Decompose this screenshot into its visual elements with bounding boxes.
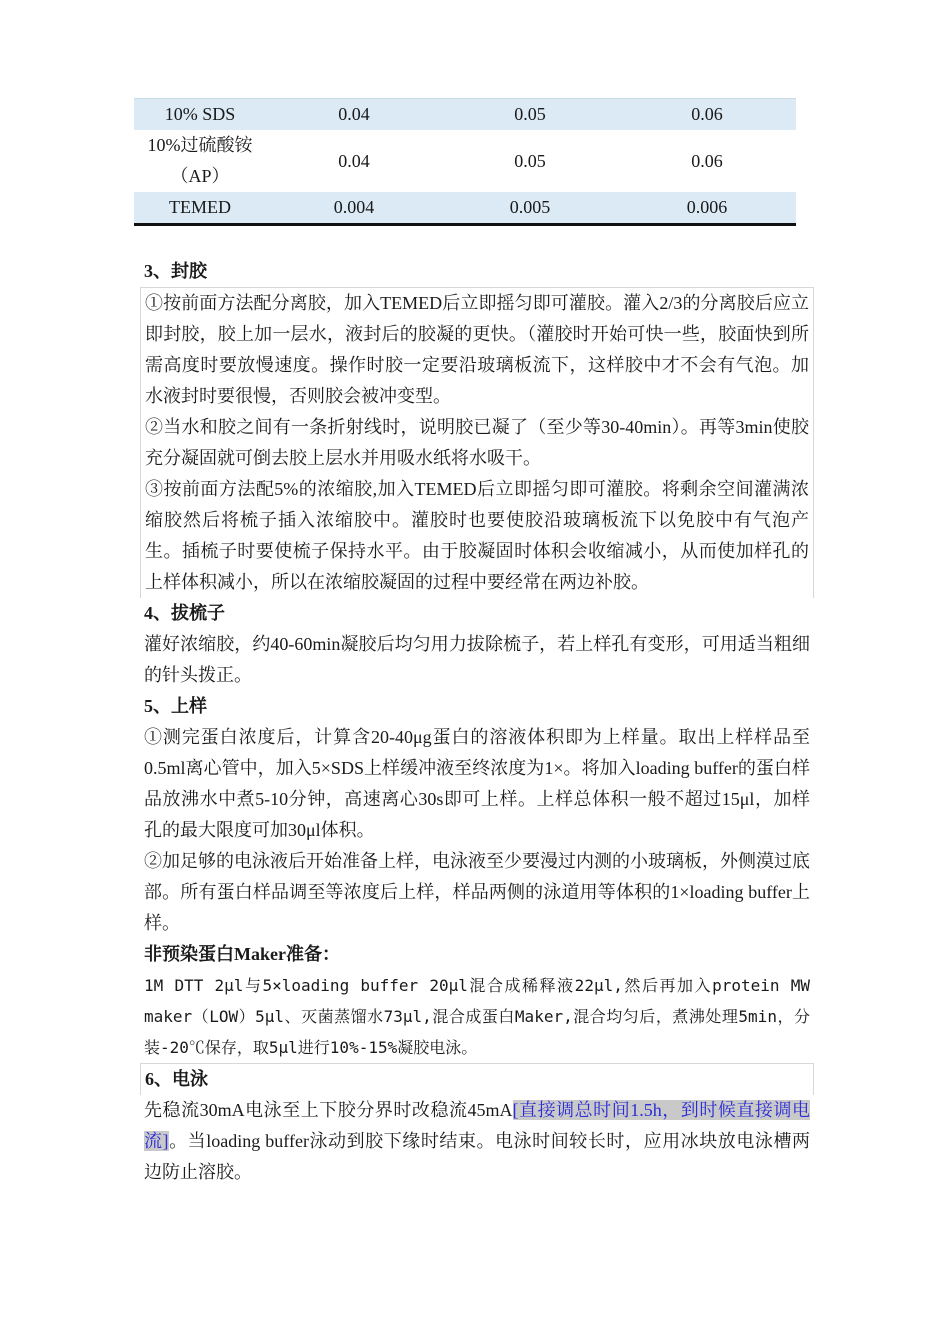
subsection-heading: 非预染蛋白Maker准备： (144, 944, 340, 964)
paragraph: ③按前面方法配5%的浓缩胶,加入TEMED后立即摇匀即可灌胶。将剩余空间灌满浓缩胶然后将梳子插入浓缩胶中。灌胶时也要使胶沿玻璃板流下以免胶中有气泡产生。插梳子时要使梳子保持水平。由于胶凝固时体积会收缩减小，从而使加样孔的上样体积减小，所以在浓缩胶凝固的过程中要经常在两边补胶。 (145, 479, 809, 592)
table-cell: 0.005 (442, 192, 618, 225)
paragraph (144, 1095, 810, 1188)
table-cell: 0.06 (618, 99, 796, 131)
document-body (144, 256, 810, 1188)
reagent-table (134, 98, 796, 226)
section-box (140, 287, 814, 598)
table-row (134, 192, 796, 225)
table-cell: 0.05 (514, 150, 546, 171)
table-cell: 0.004 (266, 192, 442, 225)
section-heading: 4、拔梳子 (144, 603, 225, 623)
table-cell: 0.05 (442, 99, 618, 131)
text-run: 先稳流30mA电泳至上下胶分界时改稳流45mA (144, 1100, 513, 1120)
table-row (134, 99, 796, 131)
table-cell: 0.04 (338, 150, 370, 171)
section-box (140, 1063, 814, 1095)
table-cell: 0.06 (691, 150, 723, 171)
paragraph: ②当水和胶之间有一条折射线时，说明胶已凝了（至少等30-40min）。再等3min使胶充分凝固就可倒去胶上层水并用吸水纸将水吸干。 (145, 417, 809, 468)
section-heading: 3、封胶 (144, 261, 207, 281)
table-cell: 0.006 (618, 192, 796, 225)
highlighted-comment: [直接调总时间1.5h，到时候直接调电流] (144, 1100, 810, 1151)
text-run: 。当loading buffer泳动到胶下缘时结束。电泳时间较长时，应用冰块放电泳槽两边防止溶胶。 (144, 1131, 810, 1182)
table-cell: 10% SDS (134, 99, 266, 131)
section-heading: 5、上样 (144, 696, 207, 716)
table-row (134, 130, 796, 192)
paragraph: ②加足够的电泳液后开始准备上样，电泳液至少要漫过内测的小玻璃板，外侧漠过底部。所有蛋白样品调至等浓度后上样，样品两侧的泳道用等体积的1×loading buffer上样。 (144, 851, 810, 933)
table-cell: 0.04 (266, 99, 442, 131)
paragraph: ①按前面方法配分离胶，加入TEMED后立即摇匀即可灌胶。灌入2/3的分离胶后应立即封胶，胶上加一层水，液封后的胶凝的更快。（灌胶时开始可快一些，胶面快到所需高度时要放慢速度。操作时胶一定要沿玻璃板流下，这样胶中才不会有气泡。加水液封时要很慢，否则胶会被冲变型。 (145, 293, 809, 406)
table-cell: TEMED (134, 192, 266, 225)
section-heading: 6、电泳 (145, 1069, 208, 1089)
table-cell (134, 130, 266, 192)
paragraph: ①测完蛋白浓度后，计算含20-40μg蛋白的溶液体积即为上样量。取出上样样品至0.5ml离心管中，加入5×SDS上样缓冲液至终浓度为1×。将加入loading buffer的蛋白样品放沸水中煮5-10分钟，高速离心30s即可上样。上样总体积一般不超过15μl，加样孔的最大限度可加30μl体积。 (144, 727, 810, 840)
paragraph: 灌好浓缩胶，约40-60min凝胶后均匀用力拔除梳子，若上样孔有变形，可用适当粗细的针头拨正。 (144, 634, 810, 685)
table-cell-line: （AP） (170, 166, 230, 186)
table-cell-line: 10%过硫酸铵 (147, 135, 253, 155)
paragraph: 1M DTT 2μl与5×loading buffer 20μl混合成稀释液22μl,然后再加入protein MW maker（LOW）5μl、灭菌蒸馏水73μl,混合成蛋白Maker,混合均匀后，煮沸处理5min，分装-20℃保存，取5μl进行10%-15%凝胶电泳。 (144, 976, 810, 1057)
